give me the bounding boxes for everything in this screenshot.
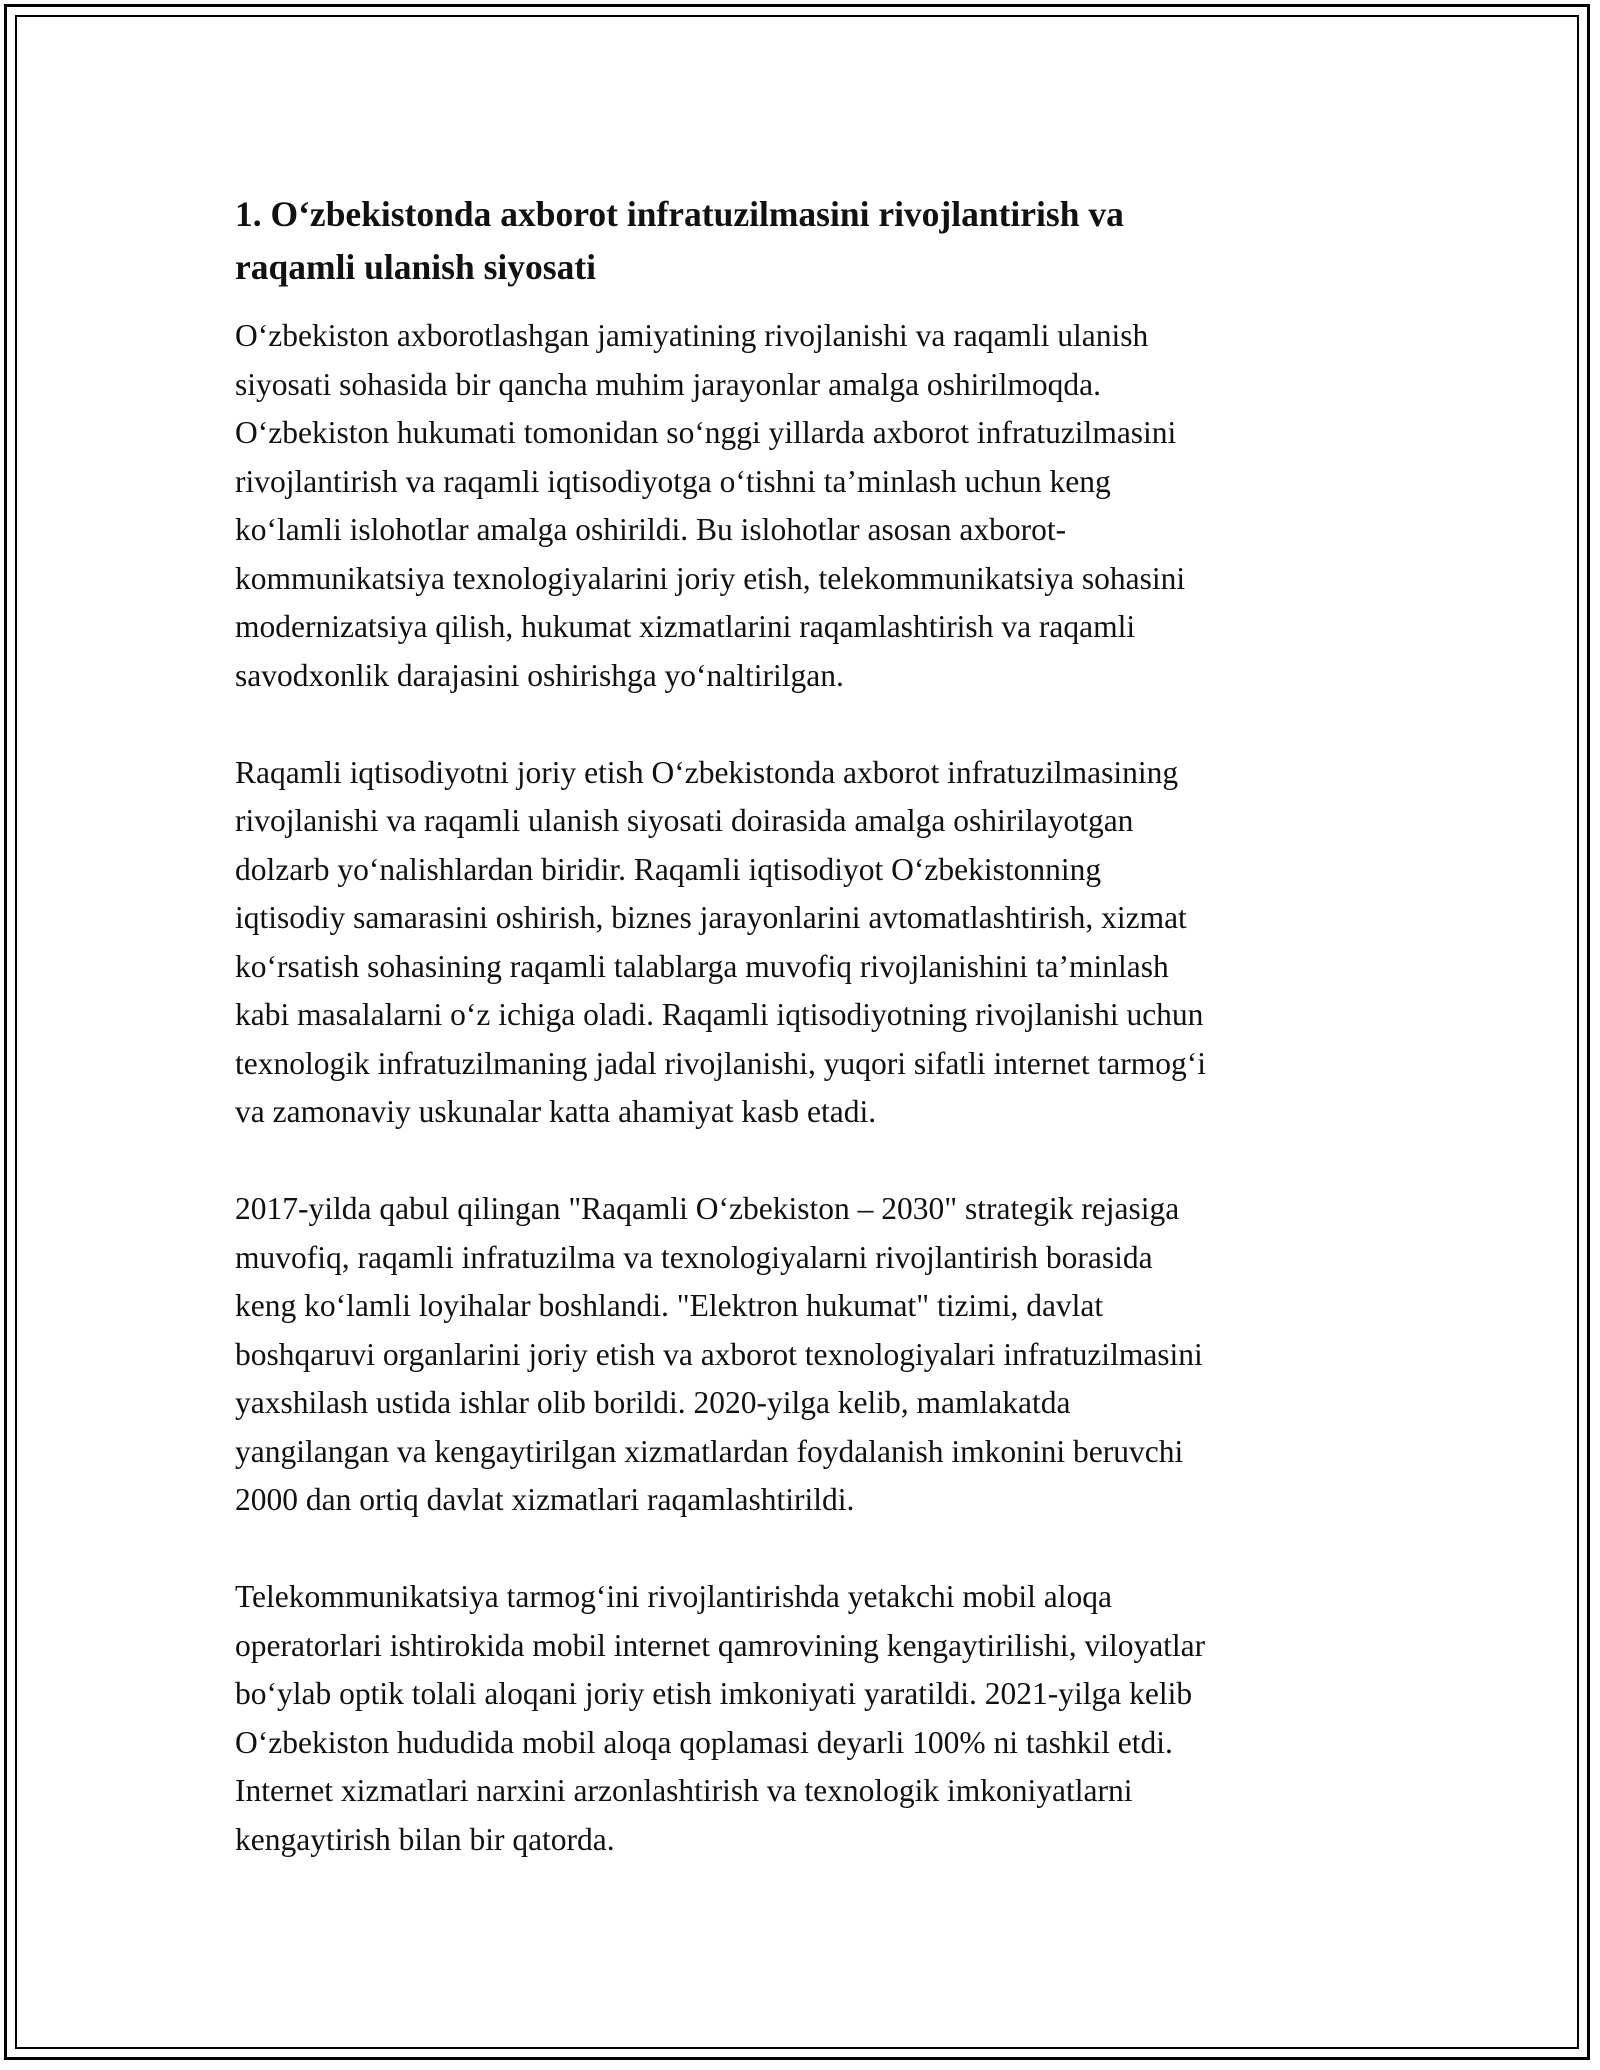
text-line: siyosati sohasida bir qancha muhim jarayonlar amalga oshirilmoqda.	[235, 366, 1102, 402]
text-line: rivojlantirish va raqamli iqtisodiyotga o‘tishni ta’minlash uchun keng	[235, 463, 1111, 499]
heading-line: raqamli ulanish siyosati	[235, 247, 596, 287]
text-line: 2000 dan ortiq davlat xizmatlari raqamlashtirildi.	[235, 1482, 855, 1517]
paragraph-2	[235, 749, 1375, 1137]
text-line: va zamonaviy uskunalar katta ahamiyat kasb etadi.	[235, 1094, 877, 1129]
text-line: muvofiq, raqamli infratuzilma va texnologiyalarni rivojlantirish borasida	[235, 1239, 1153, 1275]
heading-line: 1. O‘zbekistonda axborot infratuzilmasini rivojlantirish va	[235, 194, 1124, 234]
text-line: yaxshilash ustida ishlar olib borildi. 2020-yilga kelib, mamlakatda	[235, 1385, 1071, 1420]
paragraph-3	[235, 1185, 1375, 1525]
text-line: Telekommunikatsiya tarmog‘ini rivojlantirishda yetakchi mobil aloqa	[235, 1579, 1112, 1614]
text-line: O‘zbekiston axborotlashgan jamiyatining rivojlanishi va raqamli ulanish	[235, 318, 1149, 353]
text-line: iqtisodiy samarasini oshirish, biznes jarayonlarini avtomatlashtirish, xizmat	[235, 900, 1187, 935]
text-line: O‘zbekiston hududida mobil aloqa qoplamasi deyarli 100% ni tashkil etdi.	[235, 1724, 1173, 1760]
text-line: modernizatsiya qilish, hukumat xizmatlarini raqamlashtirish va raqamli	[235, 609, 1136, 644]
text-line: kommunikatsiya texnologiyalarini joriy etish, telekommunikatsiya sohasini	[235, 560, 1186, 596]
text-line: operatorlari ishtirokida mobil internet qamrovining kengaytirilishi, viloyatlar	[235, 1627, 1206, 1663]
text-line: kengaytirish bilan bir qatorda.	[235, 1821, 615, 1857]
text-line: kabi masalalarni o‘z ichiga oladi. Raqamli iqtisodiyotning rivojlanishi uchun	[235, 997, 1204, 1032]
text-line: bo‘ylab optik tolali aloqani joriy etish imkoniyati yaratildi. 2021-yilga kelib	[235, 1676, 1193, 1711]
text-line: texnologik infratuzilmaning jadal rivojlanishi, yuqori sifatli internet tarmog‘i	[235, 1045, 1207, 1081]
text-line: O‘zbekiston hukumati tomonidan so‘nggi yillarda axborot infratuzilmasini	[235, 415, 1177, 450]
text-line: rivojlanishi va raqamli ulanish siyosati doirasida amalga oshirilayotgan	[235, 803, 1134, 838]
text-line: dolzarb yo‘nalishlardan biridir. Raqamli iqtisodiyot O‘zbekistonning	[235, 851, 1102, 887]
text-line: boshqaruvi organlarini joriy etish va axborot texnologiyalari infratuzilmasini	[235, 1336, 1203, 1372]
paragraph-4	[235, 1573, 1375, 1864]
text-line: savodxonlik darajasini oshirishga yo‘naltirilgan.	[235, 657, 844, 693]
text-line: keng ko‘lamli loyihalar boshlandi. "Elektron hukumat" tizimi, davlat	[235, 1288, 1104, 1323]
document-body	[235, 188, 1375, 1913]
text-line: ko‘lamli islohotlar amalga oshirildi. Bu islohotlar asosan axborot-	[235, 512, 1067, 547]
text-line: 2017-yilda qabul qilingan "Raqamli O‘zbekiston – 2030" strategik rejasiga	[235, 1191, 1180, 1226]
paragraph-1	[235, 312, 1375, 700]
text-line: ko‘rsatish sohasining raqamli talablarga muvofiq rivojlanishini ta’minlash	[235, 948, 1169, 984]
section-heading	[235, 188, 1375, 294]
text-line: Internet xizmatlari narxini arzonlashtirish va texnologik imkoniyatlarni	[235, 1773, 1133, 1808]
text-line: Raqamli iqtisodiyotni joriy etish O‘zbekistonda axborot infratuzilmasining	[235, 754, 1179, 790]
text-line: yangilangan va kengaytirilgan xizmatlardan foydalanish imkonini beruvchi	[235, 1433, 1184, 1469]
